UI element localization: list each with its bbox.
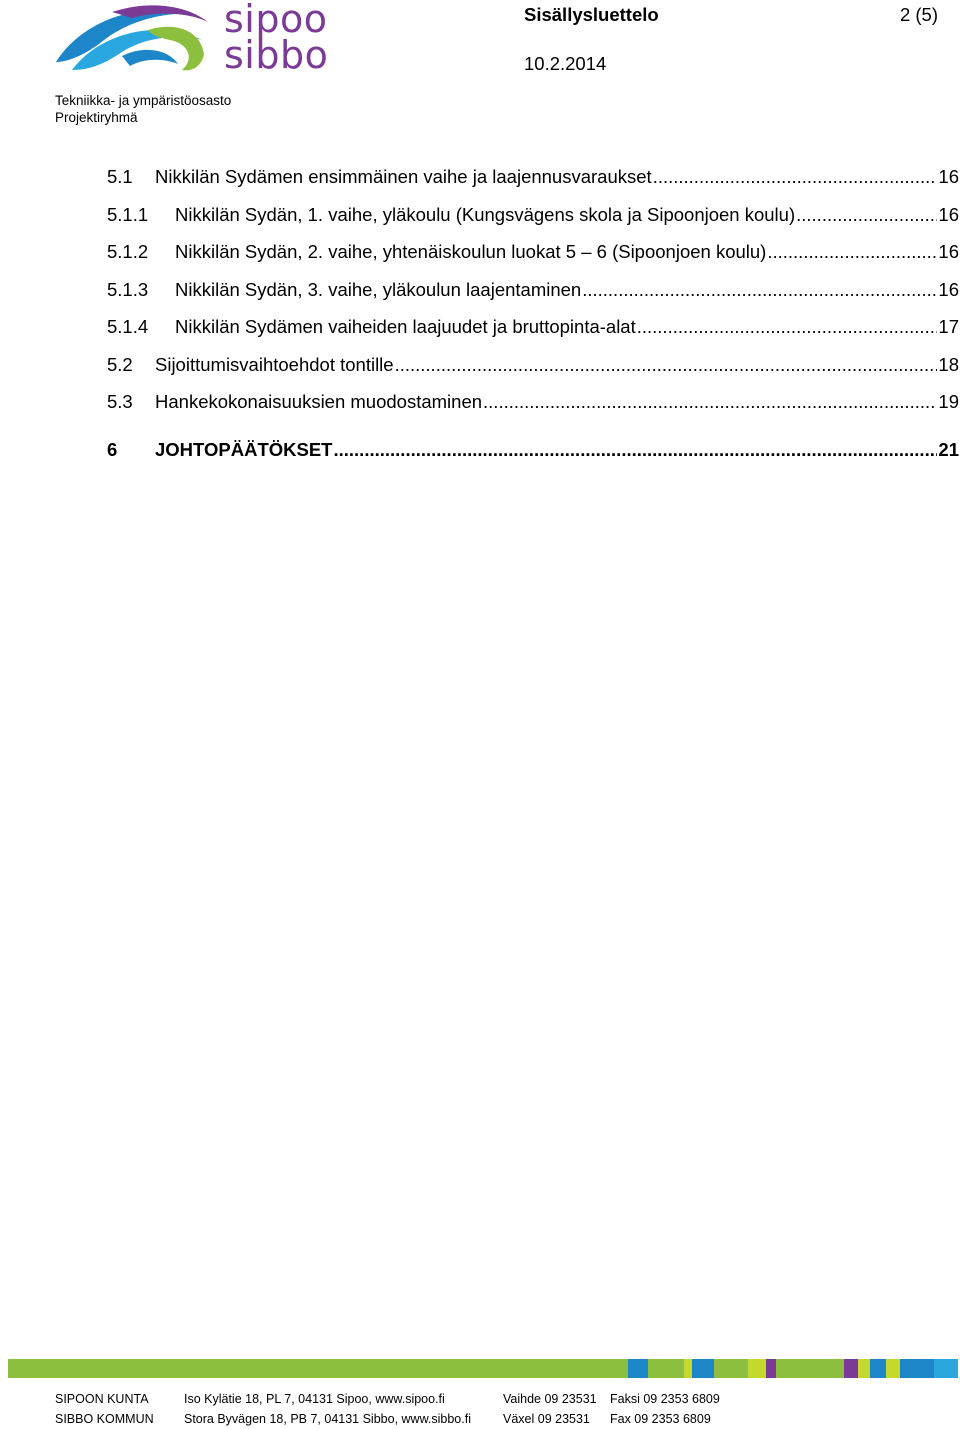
toc-number: 5.1.4 bbox=[107, 316, 149, 337]
toc-page: 21 bbox=[938, 438, 959, 460]
page-number: 2 (5) bbox=[899, 4, 938, 25]
toc-page: 16 bbox=[938, 278, 959, 300]
toc-leader bbox=[637, 316, 938, 338]
toc-number: 5.1.2 bbox=[107, 241, 149, 262]
toc-leader bbox=[767, 241, 937, 263]
toc-number: 5.1.1 bbox=[107, 203, 149, 225]
logo-text-sipoo: sipoo bbox=[224, 0, 328, 41]
toc-title: Nikkilän Sydän, 1. vaihe, yläkoulu (Kungsvägens skola ja Sipoonjoen koulu) bbox=[175, 203, 796, 225]
toc-entry[interactable] bbox=[107, 166, 959, 204]
toc-title: Nikkilän Sydämen vaiheiden laajuudet ja bruttopinta-alat bbox=[175, 316, 636, 337]
toc-entry[interactable] bbox=[107, 241, 959, 279]
toc-page: 16 bbox=[938, 166, 959, 187]
footer-org: SIPOON KUNTA bbox=[55, 1392, 149, 1406]
toc-number: 5.2 bbox=[107, 353, 133, 375]
toc-leader bbox=[395, 354, 938, 376]
table-of-contents bbox=[107, 166, 959, 476]
toc-title: Sijoittumisvaihtoehdot tontille bbox=[155, 353, 394, 375]
logo-text-sibbo: sibbo bbox=[224, 33, 329, 77]
footer-contact bbox=[55, 1389, 720, 1429]
toc-title: Nikkilän Sydän, 3. vaihe, yläkoulun laajentaminen bbox=[175, 278, 582, 300]
toc-number: 6 bbox=[107, 438, 118, 460]
toc-entry-chapter[interactable] bbox=[107, 439, 959, 477]
footer-row-sv bbox=[55, 1409, 720, 1429]
footer-phone: Växel 09 23531 bbox=[503, 1412, 590, 1426]
document-date: 10.2.2014 bbox=[524, 53, 607, 74]
wave-logo-icon bbox=[52, 0, 222, 78]
group-name: Projektiryhmä bbox=[55, 110, 138, 125]
toc-entry[interactable] bbox=[107, 279, 959, 317]
toc-leader bbox=[796, 204, 937, 226]
footer-address: Iso Kylätie 18, PL 7, 04131 Sipoo, www.sipoo.fi bbox=[184, 1392, 445, 1406]
toc-leader bbox=[653, 166, 938, 188]
toc-entry[interactable] bbox=[107, 204, 959, 242]
toc-title: JOHTOPÄÄTÖKSET bbox=[155, 438, 333, 460]
toc-entry[interactable] bbox=[107, 391, 959, 429]
toc-title: Nikkilän Sydän, 2. vaihe, yhtenäiskoulun luokat 5 – 6 (Sipoonjoen koulu) bbox=[175, 241, 767, 262]
toc-page: 16 bbox=[938, 203, 959, 225]
footer-row-fi bbox=[55, 1389, 720, 1409]
footer-org: SIBBO KOMMUN bbox=[55, 1412, 154, 1426]
toc-page: 17 bbox=[938, 316, 959, 337]
toc-number: 5.1 bbox=[107, 166, 133, 187]
toc-title: Hankekokonaisuuksien muodostaminen bbox=[155, 391, 483, 412]
footer-fax: Fax 09 2353 6809 bbox=[610, 1412, 711, 1426]
footer-address: Stora Byvägen 18, PB 7, 04131 Sibbo, www.sibbo.fi bbox=[184, 1412, 471, 1426]
department-name: Tekniikka- ja ympäristöosasto bbox=[55, 93, 232, 108]
footer-fax: Faksi 09 2353 6809 bbox=[610, 1392, 720, 1406]
toc-number: 5.3 bbox=[107, 391, 133, 412]
toc-leader bbox=[333, 439, 937, 461]
toc-entry[interactable] bbox=[107, 354, 959, 392]
footer-color-bar bbox=[8, 1359, 958, 1378]
toc-page: 18 bbox=[938, 353, 959, 375]
toc-number: 5.1.3 bbox=[107, 278, 149, 300]
toc-entry[interactable] bbox=[107, 316, 959, 354]
toc-title: Nikkilän Sydämen ensimmäinen vaihe ja laajennusvaraukset bbox=[155, 166, 652, 187]
toc-page: 19 bbox=[938, 391, 959, 412]
document-title: Sisällysluettelo bbox=[524, 4, 659, 25]
toc-page: 16 bbox=[938, 241, 959, 262]
toc-leader bbox=[582, 279, 937, 301]
toc-leader bbox=[483, 391, 937, 413]
department-block bbox=[55, 92, 231, 126]
sipoo-logo bbox=[52, 0, 332, 80]
footer-phone: Vaihde 09 23531 bbox=[503, 1392, 597, 1406]
